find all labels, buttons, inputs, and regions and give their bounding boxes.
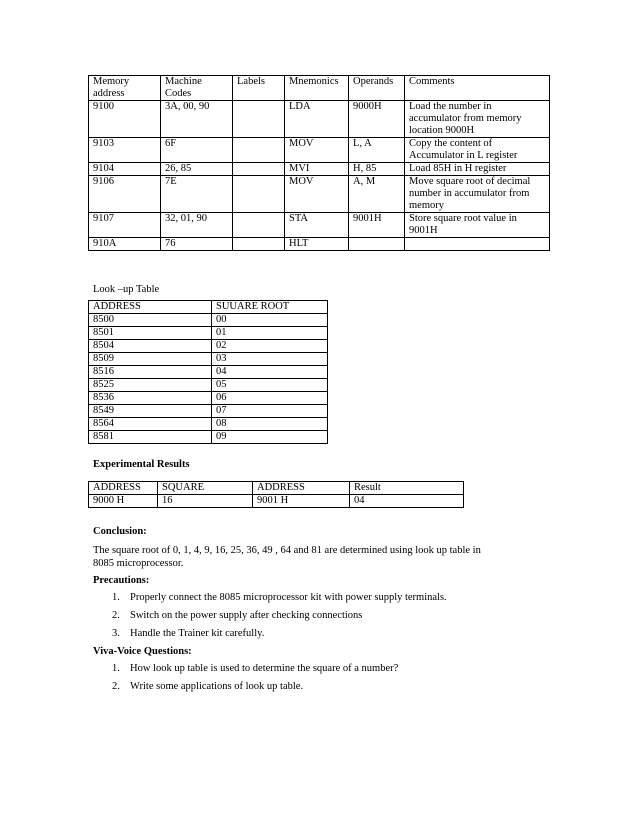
- experimental-results-table: [88, 481, 464, 508]
- table-header-row: [89, 76, 550, 101]
- table-cell: 910A: [89, 238, 161, 251]
- table-cell: 9001 H: [253, 495, 350, 508]
- table-cell: [233, 213, 285, 238]
- viva-voice-heading: Viva-Voice Questions:: [93, 646, 192, 657]
- table-cell: 9107: [89, 213, 161, 238]
- list-item: 2. Switch on the power supply after checking connections: [112, 610, 363, 621]
- list-item: 3. Handle the Trainer kit carefully.: [112, 628, 265, 639]
- table-row: [89, 176, 550, 213]
- table-row: [89, 163, 550, 176]
- table-row: [89, 353, 328, 366]
- table-cell: 9106: [89, 176, 161, 213]
- precautions-heading: Precautions:: [93, 575, 150, 586]
- table-cell: Comments: [405, 76, 550, 101]
- table-cell: ADDRESS: [253, 482, 350, 495]
- table-cell: STA: [285, 213, 349, 238]
- table-cell: 16: [158, 495, 253, 508]
- table-cell: MVI: [285, 163, 349, 176]
- conclusion-heading: Conclusion:: [93, 526, 147, 537]
- table-cell: SUUARE ROOT: [212, 301, 328, 314]
- table-row: [89, 238, 550, 251]
- table-cell: [349, 238, 405, 251]
- table-header-row: [89, 301, 328, 314]
- table-cell: 8501: [89, 327, 212, 340]
- table-cell: 8504: [89, 340, 212, 353]
- lookup-table-title: Look –up Table: [93, 284, 160, 295]
- table-cell: Memory address: [89, 76, 161, 101]
- table-cell: 03: [212, 353, 328, 366]
- table-cell: 3A, 00, 90: [161, 101, 233, 138]
- table-cell: Copy the content of Accumulator in L register: [405, 138, 550, 163]
- table-cell: 9104: [89, 163, 161, 176]
- table-cell: 8500: [89, 314, 212, 327]
- table-header-row: [89, 482, 464, 495]
- table-cell: 08: [212, 418, 328, 431]
- table-cell: 32, 01, 90: [161, 213, 233, 238]
- table-row: [89, 314, 328, 327]
- table-cell: [233, 163, 285, 176]
- table-cell: ADDRESS: [89, 301, 212, 314]
- table-cell: Labels: [233, 76, 285, 101]
- table-cell: [233, 176, 285, 213]
- table-cell: [233, 138, 285, 163]
- table-cell: 9000H: [349, 101, 405, 138]
- table-cell: 8516: [89, 366, 212, 379]
- table-row: [89, 366, 328, 379]
- viva-voice-list: [112, 663, 398, 699]
- conclusion-text: The square root of 0, 1, 4, 9, 16, 25, 36, 49 , 64 and 81 are determined using look up table in 8085 microprocessor.: [93, 545, 481, 569]
- table-cell: Machine Codes: [161, 76, 233, 101]
- table-cell: 07: [212, 405, 328, 418]
- table-cell: 02: [212, 340, 328, 353]
- precautions-list: [112, 592, 447, 646]
- program-table: [88, 75, 550, 251]
- table-cell: 8525: [89, 379, 212, 392]
- table-cell: MOV: [285, 138, 349, 163]
- table-cell: Operands: [349, 76, 405, 101]
- table-cell: 9001H: [349, 213, 405, 238]
- table-cell: 6F: [161, 138, 233, 163]
- table-cell: [233, 101, 285, 138]
- list-item: 2. Write some applications of look up table.: [112, 681, 304, 692]
- table-cell: ADDRESS: [89, 482, 158, 495]
- table-row: [89, 431, 328, 444]
- table-cell: 9103: [89, 138, 161, 163]
- table-cell: A, M: [349, 176, 405, 213]
- table-row: [89, 138, 550, 163]
- table-cell: 05: [212, 379, 328, 392]
- list-item: 1. How look up table is used to determine the square of a number?: [112, 663, 399, 674]
- table-cell: LDA: [285, 101, 349, 138]
- table-cell: 04: [212, 366, 328, 379]
- table-cell: [405, 238, 550, 251]
- table-cell: Store square root value in 9001H: [405, 213, 550, 238]
- table-row: [89, 495, 464, 508]
- table-cell: Load the number in accumulator from memory location 9000H: [405, 101, 550, 138]
- table-row: [89, 327, 328, 340]
- table-cell: 8549: [89, 405, 212, 418]
- lookup-table: [88, 300, 328, 444]
- table-cell: MOV: [285, 176, 349, 213]
- table-cell: Load 85H in H register: [405, 163, 550, 176]
- table-cell: 76: [161, 238, 233, 251]
- table-cell: 09: [212, 431, 328, 444]
- list-item: 1. Properly connect the 8085 microprocessor kit with power supply terminals.: [112, 592, 447, 603]
- experimental-results-heading: Experimental Results: [93, 459, 190, 470]
- table-cell: HLT: [285, 238, 349, 251]
- table-row: [89, 379, 328, 392]
- table-cell: Result: [350, 482, 464, 495]
- table-row: [89, 213, 550, 238]
- table-cell: Move square root of decimal number in accumulator from memory: [405, 176, 550, 213]
- table-cell: 8509: [89, 353, 212, 366]
- table-cell: Mnemonics: [285, 76, 349, 101]
- table-row: [89, 392, 328, 405]
- table-cell: 8536: [89, 392, 212, 405]
- table-row: [89, 101, 550, 138]
- table-row: [89, 418, 328, 431]
- table-cell: 9000 H: [89, 495, 158, 508]
- table-cell: SQUARE: [158, 482, 253, 495]
- table-cell: 26, 85: [161, 163, 233, 176]
- table-row: [89, 405, 328, 418]
- table-cell: 04: [350, 495, 464, 508]
- table-cell: 00: [212, 314, 328, 327]
- table-cell: 06: [212, 392, 328, 405]
- table-row: [89, 340, 328, 353]
- table-cell: 01: [212, 327, 328, 340]
- table-cell: L, A: [349, 138, 405, 163]
- table-cell: 9100: [89, 101, 161, 138]
- table-cell: H, 85: [349, 163, 405, 176]
- table-cell: 8581: [89, 431, 212, 444]
- table-cell: [233, 238, 285, 251]
- table-cell: 8564: [89, 418, 212, 431]
- table-cell: 7E: [161, 176, 233, 213]
